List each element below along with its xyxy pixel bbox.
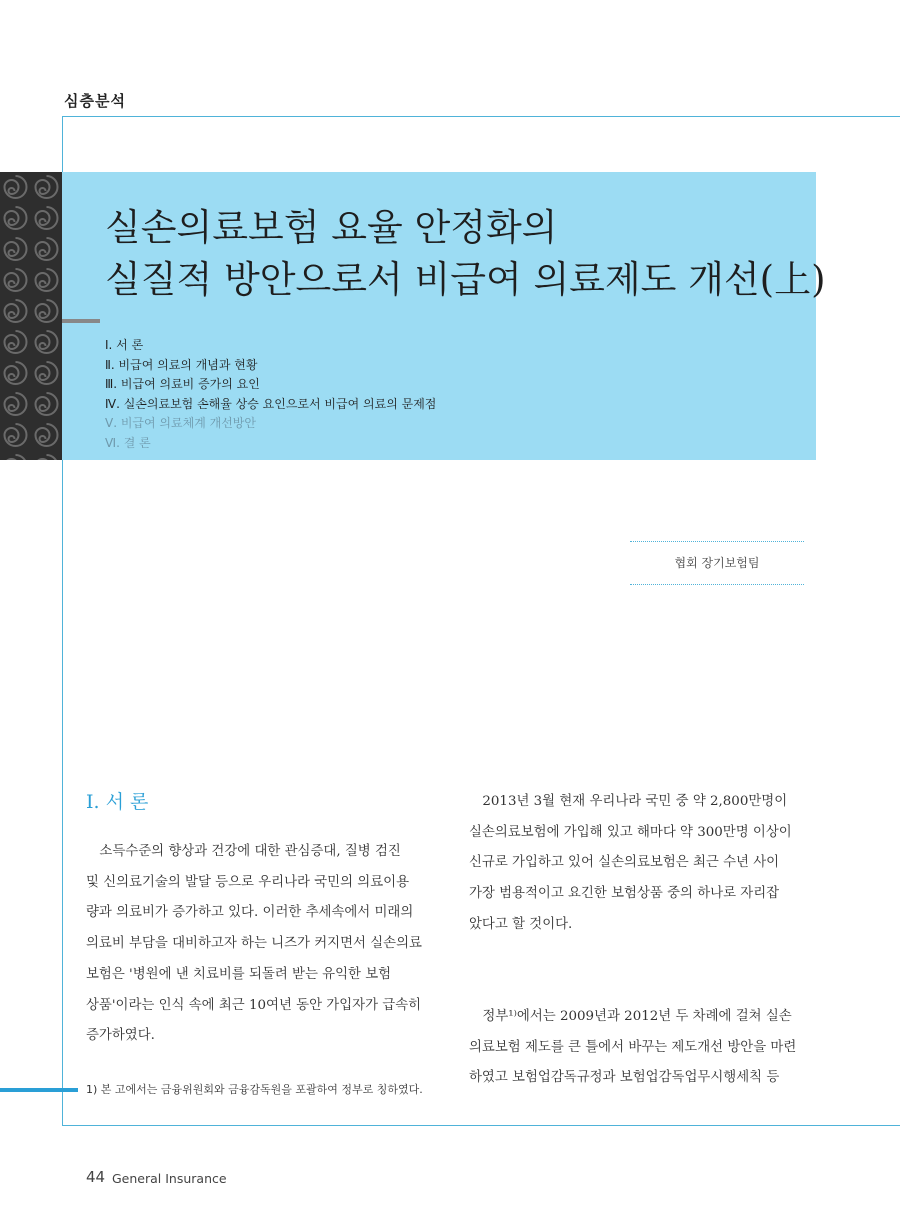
magazine-name: General Insurance — [112, 1171, 227, 1186]
toc-item: Ⅳ. 실손의료보험 손해율 상승 요인으로서 비급여 의료의 문제점 — [105, 396, 437, 411]
body-line: 량과 의료비가 증가하고 있다. 이러한 추세속에서 미래의 — [86, 905, 414, 921]
section-heading: I. 서 론 — [86, 791, 149, 813]
footnote: 1) 본 고에서는 금융위원회와 금융감독원을 포괄하여 정부로 칭하였다. — [86, 1083, 423, 1096]
body-line: 증가하였다. — [86, 1028, 155, 1044]
body-line: 소득수준의 향상과 건강에 대한 관심증대, 질병 검진 — [86, 844, 401, 859]
page-number: 44 — [86, 1168, 106, 1186]
body-line: 2013년 3월 현재 우리나라 국민 중 약 2,800만명이 — [469, 794, 788, 809]
body-line: 신규로 가입하고 있어 실손의료보험은 최근 수년 사이 — [469, 855, 780, 871]
body-line: 보험은 '병원에 낸 치료비를 되돌려 받는 유익한 보험 — [86, 966, 392, 982]
body-line: 실손의료보험에 가입해 있고 해마다 약 300만명 이상이 — [469, 824, 792, 840]
author-box: 협회 장기보험팀 — [630, 541, 804, 585]
section-label: 심층분석 — [64, 92, 126, 110]
body-line: 및 신의료기술의 발달 등으로 우리나라 국민의 의료이용 — [86, 874, 410, 890]
decorative-pattern — [0, 172, 62, 460]
toc-item: Ⅵ. 결 론 — [105, 435, 151, 450]
body-line: 상품'이라는 인식 속에 최근 10여년 동안 가입자가 급속히 — [86, 997, 422, 1013]
body-line: 의료비 부담을 대비하고자 하는 니즈가 커지면서 실손의료 — [86, 936, 422, 952]
body-column-left — [86, 787, 436, 1052]
table-of-contents — [105, 336, 436, 453]
footnote-marker-bar — [0, 1088, 78, 1092]
body-column-right — [469, 787, 814, 1094]
toc-item: Ⅰ. 서 론 — [105, 338, 144, 352]
article-title — [105, 202, 826, 306]
toc-item: Ⅲ. 비급여 의료비 증가의 요인 — [105, 377, 260, 391]
body-line: 았다고 할 것이다. — [469, 916, 573, 932]
title-line-1: 실손의료보험 요율 안정화의 — [105, 206, 558, 249]
body-line: 정부¹⁾에서는 2009년과 2012년 두 차례에 걸쳐 실손 — [469, 1008, 792, 1024]
body-line: 가장 범용적이고 요긴한 보험상품 중의 하나로 자리잡 — [469, 886, 780, 902]
title-line-2: 실질적 방안으로서 비급여 의료제도 개선(上) — [105, 258, 826, 301]
toc-item: Ⅴ. 비급여 의료체계 개선방안 — [105, 416, 256, 430]
title-divider — [62, 319, 100, 323]
frame-top-rule — [62, 116, 900, 117]
toc-item: Ⅱ. 비급여 의료의 개념과 현황 — [105, 357, 258, 372]
frame-bottom-rule — [62, 1125, 900, 1126]
title-box — [62, 172, 826, 460]
body-line: 하였고 보험업감독규정과 보험업감독업무시행세칙 등 — [469, 1070, 780, 1086]
body-line: 의료보험 제도를 큰 틀에서 바꾸는 제도개선 방안을 마련 — [469, 1039, 797, 1055]
